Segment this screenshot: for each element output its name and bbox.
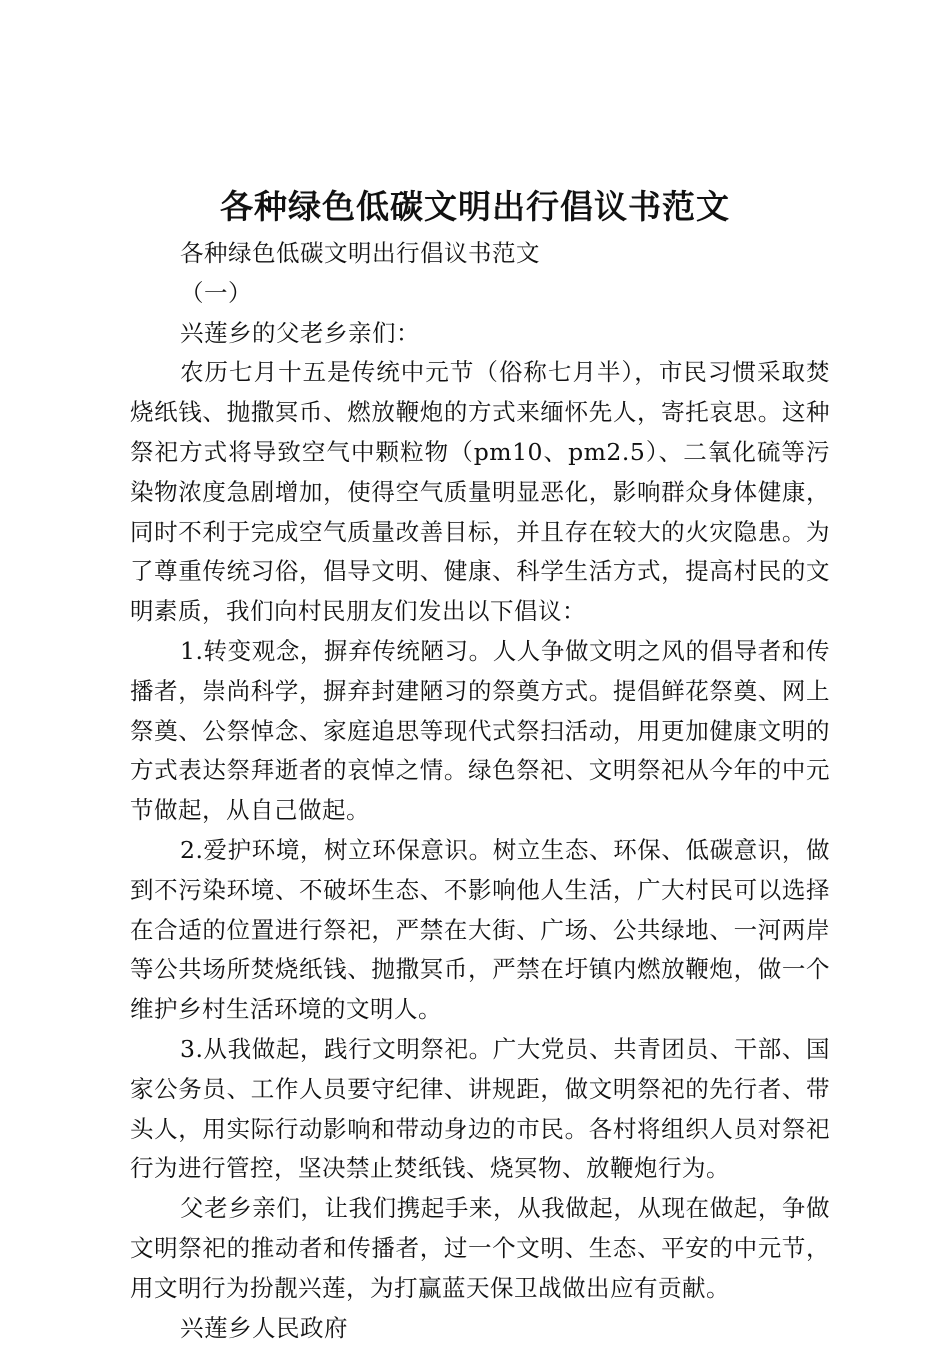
- signature: 兴莲乡人民政府: [180, 1313, 348, 1342]
- paragraph-closing: 父老乡亲们，让我们携起手来，从我做起，从现在做起，争做文明祭祀的推动者和传播者，过一个文明、生态、平安的中元节，用文明行为扮靓兴莲，为打赢蓝天保卫战做出应有贡献。: [130, 1194, 830, 1302]
- paragraph-proposal-3: 3.从我做起，践行文明祭祀。广大党员、共青团员、干部、国家公务员、工作人员要守纪律、讲规距，做文明祭祀的先行者、带头人，用实际行动影响和带动身边的市民。各村将组织人员对祭祀行为进行管控，坚决禁止焚纸钱、烧冥物、放鞭炮行为。: [130, 1034, 830, 1183]
- document-title: 各种绿色低碳文明出行倡议书范文: [220, 187, 730, 226]
- salutation: 兴莲乡的父老乡亲们：: [180, 318, 420, 347]
- paragraph-proposal-2: 2.爱护环境，树立环保意识。树立生态、环保、低碳意识，做到不污染环境、不破坏生态、不影响他人生活，广大村民可以选择在合适的位置进行祭祀，严禁在大街、广场、公共绿地、一河两岸等公共场所焚烧纸钱、抛撒冥币，严禁在圩镇内燃放鞭炮，做一个维护乡村生活环境的文明人。: [130, 835, 830, 1024]
- document-body: [130, 234, 830, 1348]
- paragraph-intro: 农历七月十五是传统中元节（俗称七月半），市民习惯采取焚烧纸钱、抛撒冥币、燃放鞭炮的方式来缅怀先人，寄托哀思。这种祭祀方式将导致空气中颗粒物（pm10、pm2.5）、二氧化硫等污染物浓度急剧增加，使得空气质量明显恶化，影响群众身体健康，同时不利于完成空气质量改善目标，并且存在较大的火灾隐患。为了尊重传统习俗，倡导文明、健康、科学生活方式，提高村民的文明素质，我们向村民朋友们发出以下倡议：: [130, 358, 830, 626]
- paragraph-proposal-1: 1.转变观念，摒弃传统陋习。人人争做文明之风的倡导者和传播者，崇尚科学，摒弃封建陋习的祭奠方式。提倡鲜花祭奠、网上祭奠、公祭悼念、家庭追思等现代式祭扫活动，用更加健康文明的方式表达祭拜逝者的哀悼之情。绿色祭祀、文明祭祀从今年的中元节做起，从自己做起。: [130, 636, 830, 825]
- document-subtitle: 各种绿色低碳文明出行倡议书范文: [180, 239, 540, 267]
- section-marker: （一）: [180, 278, 252, 307]
